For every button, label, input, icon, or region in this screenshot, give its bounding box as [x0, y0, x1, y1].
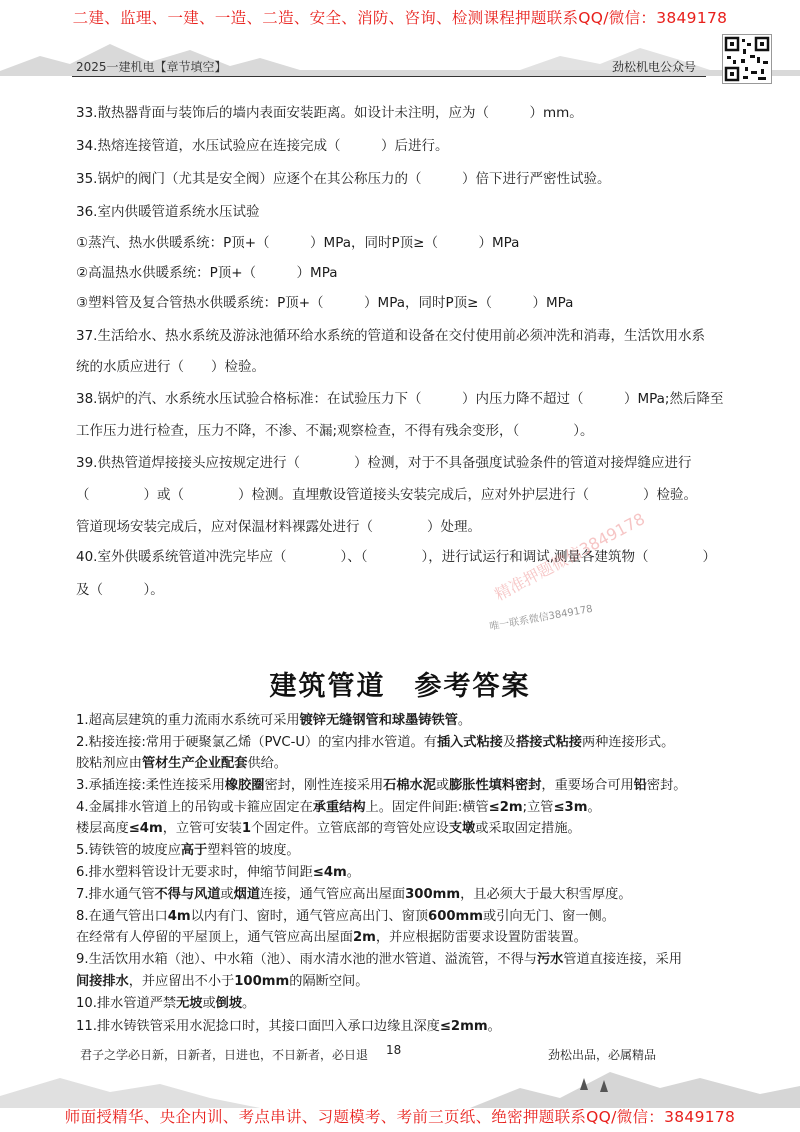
question-35: 35.锅炉的阀门（尤其是安全阀）应逐个在其公称压力的（ ）倍下进行严密性试验。 [76, 171, 611, 187]
question-36-item-2: ②高温热水供暖系统：P顶+（ ）MPa [76, 265, 338, 281]
answer-text: 个固定件。立管底部的弯管处应设 [251, 821, 449, 836]
question-36-item-1: ①蒸汽、热水供暖系统：P顶+（ ）MPa，同时P顶≥（ ）MPa [76, 235, 520, 251]
watermark: 精准押题微信3849178 [491, 509, 649, 605]
answer-keyword: 插入式粘接 [436, 735, 503, 750]
answer-text: 6.排水塑料管设计无要求时，伸缩节间距 [76, 865, 313, 880]
bottom-banner: 师面授精华、央企内训、考点串讲、习题模考、考前三页纸、绝密押题联系QQ/微信：3849178 [64, 1108, 736, 1126]
answer-keyword: 镀锌无缝钢管和球墨铸铁管 [299, 713, 458, 728]
answer-text: 10.排水管道严禁 [76, 996, 177, 1011]
answer-keyword: 污水 [536, 952, 564, 967]
question-36-item-3: ③塑料管及复合管热水供暖系统：P顶+（ ）MPa，同时P顶≥（ ）MPa [76, 295, 574, 311]
answer-keyword: ≤4m [312, 865, 347, 880]
answer-line [76, 929, 587, 947]
question-39-line-3: 管道现场安装完成后，应对保温材料裸露处进行（ ）处理。 [76, 519, 481, 535]
question-39-line-1: 39.供热管道焊接接头应按规定进行（ ）检测，对于不具备强度试验条件的管道对接焊缝应进行 [76, 455, 692, 471]
answer-section-title: 建筑管道 参考答案 [269, 671, 531, 702]
answer-keyword: 无坡 [176, 996, 203, 1011]
header-title: 2025一建机电【章节填空】 [76, 60, 227, 74]
answer-text: 。 [487, 1019, 501, 1034]
question-40-line-1: 40.室外供暖系统管道冲洗完毕应（ ）、（ ），进行试运行和调试,测量各建筑物（ ） [76, 549, 717, 565]
answer-text: 或采取固定措施。 [475, 821, 581, 836]
answer-text: 管道直接连接，采用 [563, 952, 683, 967]
answer-text: 1.超高层建筑的重力流雨水系统可采用 [76, 713, 300, 728]
answer-line [76, 799, 601, 817]
footer-slogan: 劲松出品，必属精品 [548, 1048, 657, 1062]
answer-keyword: 管材生产企业配套 [141, 756, 248, 771]
answer-keyword: 600mm [428, 909, 484, 924]
answer-text: 在经常有人停留的平屋顶上，通气管应高出屋面 [76, 930, 353, 945]
answer-text: 以内有门、窗时，通气管应高出门、窗顶 [190, 909, 429, 924]
question-36: 36.室内供暖管道系统水压试验 [76, 204, 260, 220]
answer-line [76, 712, 471, 730]
question-34: 34.热熔连接管道，水压试验应在连接完成（ ）后进行。 [76, 138, 449, 154]
answer-keyword: 4m [167, 909, 191, 924]
qr-code-icon [722, 34, 772, 84]
answer-keyword: 烟道 [233, 887, 261, 902]
footer-motto: 君子之学必日新，日新者，日进也，不日新者，必日退 [80, 1048, 369, 1062]
answer-text: 两种连接形式。 [582, 735, 675, 750]
answer-text: 或引向无门、窗一侧。 [483, 909, 615, 924]
mountain-decoration-bottom [0, 1058, 800, 1108]
question-40-line-2: 及（ ）。 [76, 582, 164, 598]
answer-keyword: 石棉水泥 [383, 778, 436, 793]
answer-text: 或 [435, 778, 450, 793]
answer-keyword: 间接排水 [76, 974, 129, 989]
answer-keyword: 不得与风道 [154, 887, 221, 902]
answer-text: 塑料管的坡度。 [207, 843, 300, 858]
question-38-line-1: 38.锅炉的汽、水系统水压试验合格标准：在试验压力下（ ）内压力降不超过（ ）MPa;然后降至 [76, 391, 724, 407]
answer-keyword: 2m [352, 930, 376, 945]
watermark-small: 唯一联系微信3849178 [488, 603, 594, 633]
answer-text: ;立管 [522, 800, 554, 815]
answer-keyword: 高于 [180, 843, 208, 858]
answer-line [76, 951, 682, 969]
answer-text: 胶粘剂应由 [76, 756, 142, 771]
answer-text: 。 [346, 865, 360, 880]
answer-text: 8.在通气管出口 [76, 909, 168, 924]
answer-text: 供给。 [247, 756, 287, 771]
answer-text: 楼层高度 [76, 821, 129, 836]
answer-text: ，重要场合可用 [541, 778, 634, 793]
answer-text: ，且必须大于最大积雪厚度。 [460, 887, 632, 902]
header-divider [72, 76, 706, 77]
answer-keyword: 膨胀性填料密封 [449, 778, 542, 793]
answer-keyword: 承重结构 [312, 800, 366, 815]
answer-text: 4.金属排水管道上的吊钩或卡箍应固定在 [76, 800, 313, 815]
answer-line [76, 864, 360, 882]
answer-text: 9.生活饮用水箱（池）、中水箱（池）、雨水清水池的泄水管道、溢流管，不得与 [76, 952, 537, 967]
question-38-line-2: 工作压力进行检查，压力不降，不渗、不漏;观察检查，不得有残余变形，（ ）。 [76, 423, 594, 439]
answer-text: 上。固定件间距:横管 [365, 800, 489, 815]
answer-keyword: 搭接式粘接 [516, 735, 582, 750]
answer-keyword: ≤2mm [439, 1019, 488, 1034]
answer-text: ，并应留出不小于 [128, 974, 235, 989]
question-37-line-1: 37.生活给水、热水系统及游泳池循环给水系统的管道和设备在交付使用前必须冲洗和消毒，生活饮用水系 [76, 328, 705, 344]
answer-text: 11.排水铸铁管采用水泥捻口时，其接口面凹入承口边缘且深度 [76, 1019, 440, 1034]
answer-line [76, 820, 581, 838]
answer-keyword: 橡胶圈 [224, 778, 265, 793]
answer-line [76, 886, 632, 904]
answer-keyword: ≤4m [128, 821, 163, 836]
answer-text: 。 [457, 713, 472, 728]
answer-text: 5.铸铁管的坡度应 [76, 843, 181, 858]
answer-line [76, 995, 255, 1013]
answer-text: 的隔断空间。 [289, 974, 369, 989]
answer-keyword: ≤2m [488, 800, 523, 815]
answer-line [76, 908, 615, 926]
answer-keyword: 支墩 [448, 821, 476, 836]
answer-line [76, 777, 686, 795]
answer-text: 连接，通气管应高出屋面 [260, 887, 406, 902]
answer-line [76, 842, 300, 860]
answer-text: 或 [202, 996, 216, 1011]
question-33: 33.散热器背面与装饰后的墙内表面安装距离。如设计未注明，应为（ ）mm。 [76, 105, 583, 121]
question-37-line-2: 统的水质应进行（ ）检验。 [76, 359, 265, 375]
answer-keyword: 倒坡 [215, 996, 243, 1011]
answer-text: 。 [242, 996, 256, 1011]
answer-text: 3.承插连接:柔性连接采用 [76, 778, 225, 793]
question-39-line-2: （ ）或（ ）检测。直埋敷设管道接头安装完成后，应对外护层进行（ ）检验。 [76, 487, 697, 503]
top-banner: 二建、监理、一建、一造、二造、安全、消防、咨询、检测课程押题联系QQ/微信：3849178 [72, 9, 728, 27]
answer-line [76, 1018, 501, 1036]
answer-keyword: 1 [241, 821, 252, 836]
answer-text: 密封，刚性连接采用 [264, 778, 384, 793]
answer-text: 2.粘接连接:常用于硬聚氯乙烯（PVC-U）的室内排水管道。有 [76, 735, 437, 750]
answer-text: 7.排水通气管 [76, 887, 155, 902]
answer-keyword: 铅 [633, 778, 647, 793]
answer-text: 。 [587, 800, 601, 815]
answer-keyword: 100mm [234, 974, 290, 989]
page-number: 18 [386, 1043, 402, 1057]
answer-text: ，并应根据防雷要求设置防雷装置。 [375, 930, 587, 945]
header-brand: 劲松机电公众号 [612, 60, 697, 74]
answer-text: 或 [220, 887, 234, 902]
answer-line [76, 755, 287, 773]
answer-text: 及 [502, 735, 517, 750]
answer-keyword: ≤3m [553, 800, 588, 815]
answer-text: 密封。 [646, 778, 687, 793]
answer-line [76, 734, 674, 752]
answer-keyword: 300mm [405, 887, 461, 902]
answer-text: ，立管可安装 [162, 821, 242, 836]
answer-line [76, 973, 368, 991]
